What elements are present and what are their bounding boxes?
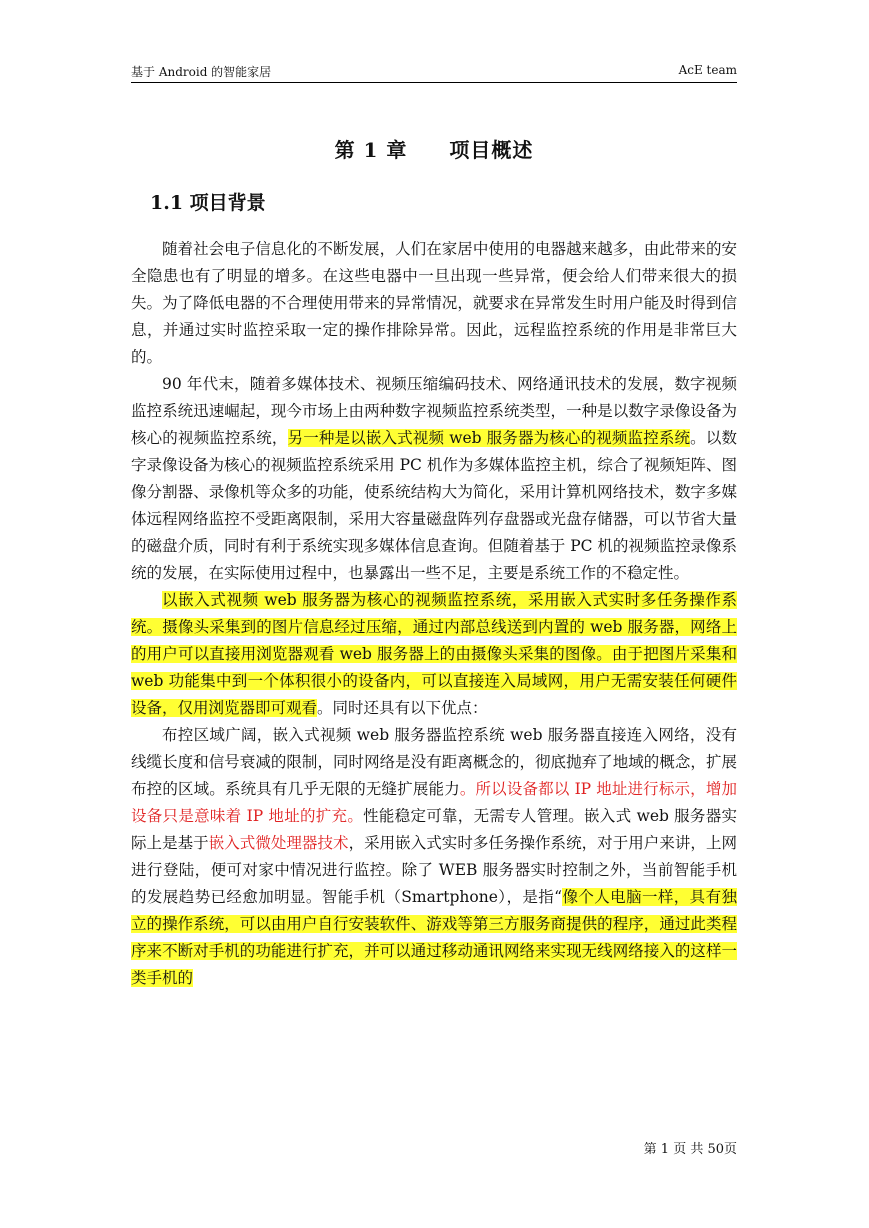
paragraph-2-text: 90 年代末，随着多媒体技术、视频压缩编码技术、网络通讯技术的发展，数字视频监控系统迅速崛起，现今市场上由两种数字视频监控系统类型，一种是以数字录像设备为核心的视频监控系统， bbox=[131, 375, 737, 447]
paragraph-1: 随着社会电子信息化的不断发展，人们在家居中使用的电器越来越多，由此带来的安全隐患也有了明显的增多。在这些电器中一旦出现一些异常，便会给人们带来很大的损失。为了降低电器的不合理使用带来的异常情况，就要求在异常发生时用户能及时得到信息，并通过实时监控采取一定的操作排除异常。因此，远程监控系统的作用是非常巨大的。 bbox=[131, 240, 737, 366]
chapter-heading bbox=[131, 134, 737, 163]
paragraph-2 bbox=[131, 371, 737, 587]
highlighted-text: 另一种是以嵌入式视频 web 服务器为核心的视频监控系统 bbox=[287, 429, 691, 447]
paragraph-4 bbox=[131, 722, 737, 992]
highlighted-text: 以嵌入式视频 web 服务器为核心的视频监控系统，采用嵌入式实时多任务操作系统。摄像头采集到的图片信息经过压缩，通过内部总线送到内置的 web 服务器，网络上的用户可以直接用浏览器观看 web 服务器上的由摄像头采集的图像。由于把图片采集和 web 功能集中到一个体积很小的设备内，可以直接连入局域网，用户无需安装任何硬件设备，仅用浏览器即可观看 bbox=[131, 591, 737, 717]
paragraph-4-text-cont: 性能稳定可靠，无需专人管理。嵌入式 web 服务器实际上是基于 bbox=[131, 807, 737, 852]
section-heading: 1.1 项目背景 bbox=[150, 192, 266, 214]
highlighted-text: 像个人电脑一样，具有独立的操作系统，可以由用户自行安装软件、游戏等第三方服务商提供的程序，通过此类程序来不断对手机的功能进行扩充，并可以通过移动通讯网络来实现无线网络接入的这样一类手机的 bbox=[131, 888, 737, 987]
paragraph-3 bbox=[131, 587, 737, 722]
paragraph-2-text-cont: 。以数字录像设备为核心的视频监控系统采用 PC 机作为多媒体监控主机，综合了视频矩阵、图像分割器、录像机等众多的功能，使系统结构大为简化，采用计算机网络技术，数字多媒体远程网络监控不受距离限制，采用大容量磁盘阵列存盘器或光盘存储器，可以节省大量的磁盘介质，同时有利于系统实现多媒体信息查询。但随着基于 PC 机的视频监控录像系统的发展，在实际使用过程中，也暴露出一些不足，主要是系统工作的不稳定性。 bbox=[131, 429, 737, 582]
paragraph-4-text: 布控区域广阔，嵌入式视频 web 服务器监控系统 web 服务器直接连入网络，没有线缆长度和信号衰减的限制，同时网络是没有距离概念的，彻底抛弃了地域的概念，扩展布控的区域。系统具有几乎无限的无缝扩展能力 bbox=[131, 726, 737, 798]
red-text: 。所以设备都以 IP 地址进行标示，增加设备只是意味着 IP 地址的扩充。 bbox=[131, 780, 737, 825]
chapter-number: 第 1 章 bbox=[334, 138, 408, 162]
page-header bbox=[131, 60, 737, 83]
body-text bbox=[131, 236, 737, 992]
page-footer: 第 1 页 共 50页 bbox=[643, 1142, 737, 1157]
chapter-title: 项目概述 bbox=[449, 138, 534, 162]
header-team: AcE team bbox=[678, 63, 737, 77]
paragraph-4-text-cont: ，采用嵌入式实时多任务操作系统，对于用户来讲，上网进行登陆，便可对家中情况进行监控。除了 WEB 服务器实时控制之外，当前智能手机的发展趋势已经愈加明显。智能手机（Smartphone），是指“ bbox=[131, 834, 737, 906]
red-text: 嵌入式微处理器技术 bbox=[208, 834, 349, 852]
paragraph-3-text: 。同时还具有以下优点： bbox=[317, 699, 488, 717]
header-title: 基于 Android 的智能家居 bbox=[131, 65, 272, 79]
